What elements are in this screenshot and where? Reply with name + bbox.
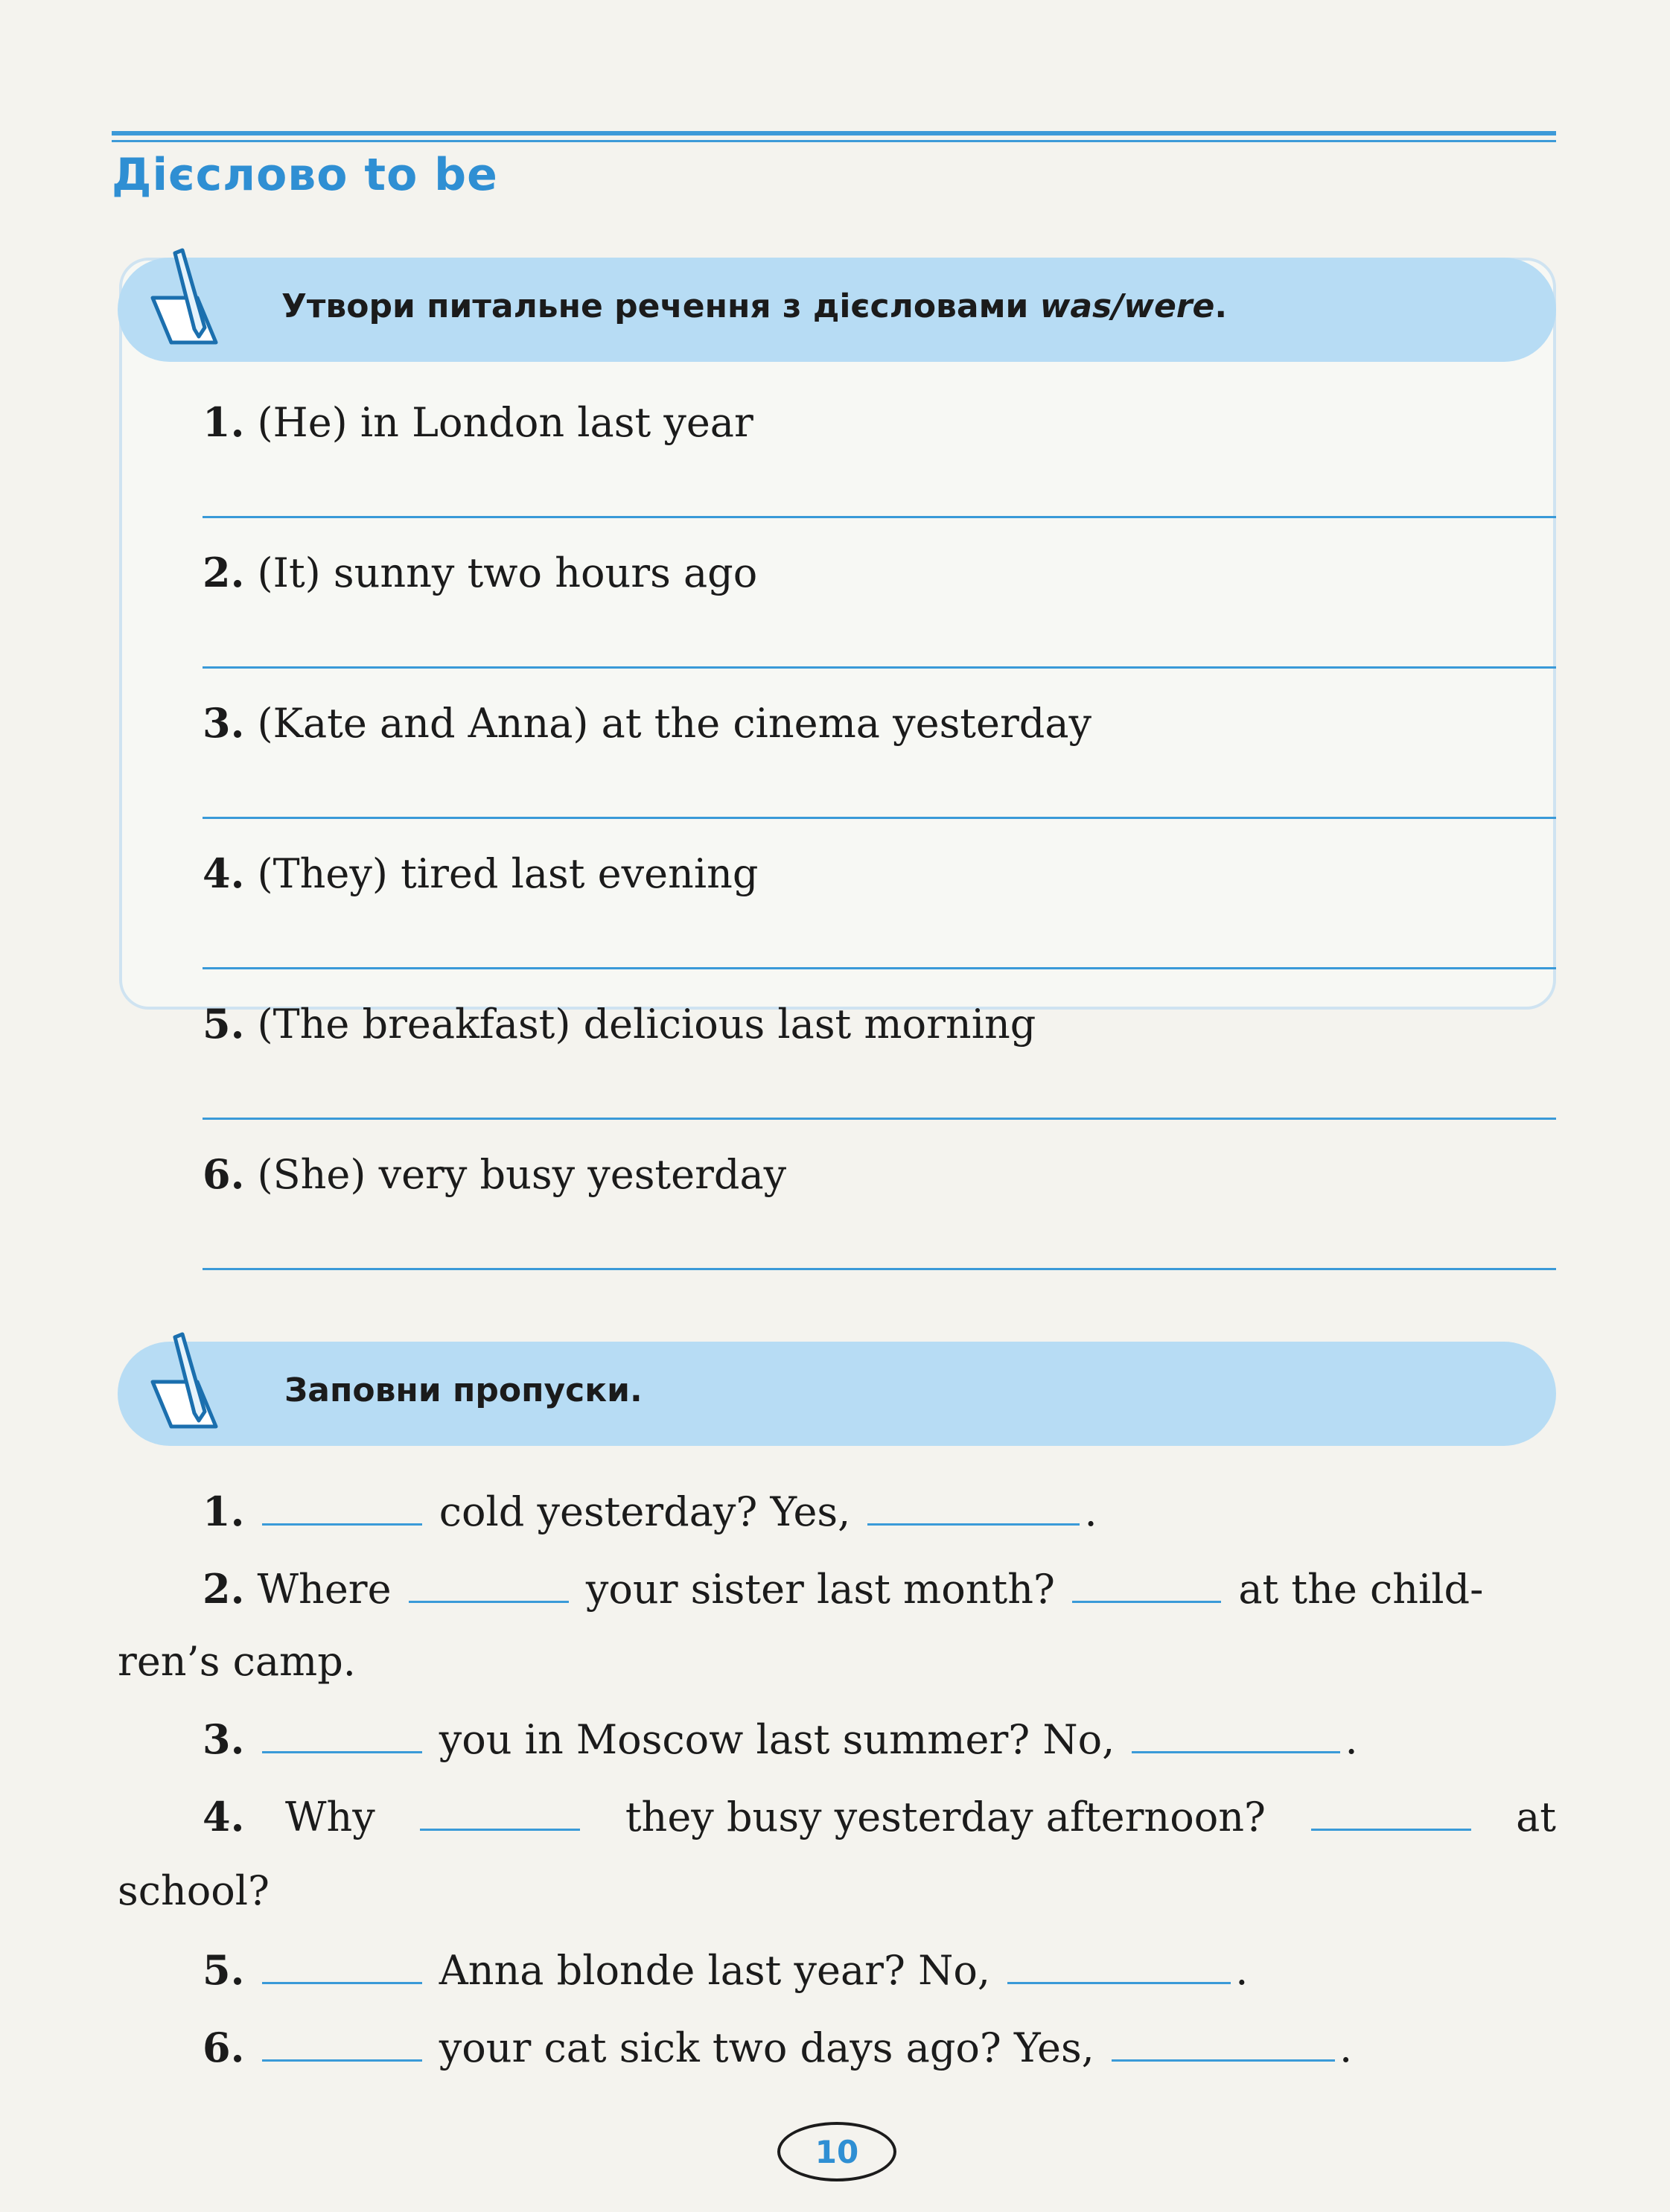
blank-field[interactable] <box>1007 1946 1231 1984</box>
answer-line[interactable] <box>203 516 1556 518</box>
answer-line[interactable] <box>203 967 1556 969</box>
answer-line[interactable] <box>203 1118 1556 1120</box>
exercise-1-instruction: Утвори питальне речення з дієсловами was/were. <box>281 287 1228 325</box>
exercise-1-item: 2. (It) sunny two hours ago <box>203 549 758 596</box>
fill-row-6: 6. your cat sick two days ago? Yes, . <box>203 2024 1353 2071</box>
blank-field[interactable] <box>420 1793 580 1831</box>
fill-row-5: 5. Anna blonde last year? No, . <box>203 1946 1249 1994</box>
blank-field[interactable] <box>262 1715 422 1753</box>
exercise-1-item: 5. (The breakfast) delicious last morning <box>203 1000 1036 1048</box>
blank-field[interactable] <box>1311 1793 1471 1831</box>
section-title: Дієслово to be <box>112 149 498 201</box>
exercise-1-item: 3. (Kate and Anna) at the cinema yesterday <box>203 699 1092 747</box>
pencil-icon <box>145 1330 227 1441</box>
blank-field[interactable] <box>1112 2024 1335 2062</box>
exercise-2-instruction: Заповни пропуски. <box>284 1371 643 1409</box>
blank-field[interactable] <box>867 1488 1080 1526</box>
fill-row-4: 4. Why they busy yesterday afternoon? at <box>203 1793 1556 1840</box>
fill-row-4-continued: school? <box>118 1867 270 1914</box>
pencil-icon <box>145 246 227 357</box>
exercise-1-item: 1. (He) in London last year <box>203 398 753 446</box>
blank-field[interactable] <box>1072 1565 1221 1603</box>
blank-field[interactable] <box>262 1946 422 1984</box>
answer-line[interactable] <box>203 1268 1556 1270</box>
blank-field[interactable] <box>1132 1715 1340 1753</box>
fill-row-2-continued: ren’s camp. <box>118 1638 356 1685</box>
exercise-1-item: 4. (They) tired last evening <box>203 850 759 897</box>
blank-field[interactable] <box>262 2024 422 2062</box>
blank-field[interactable] <box>262 1488 422 1526</box>
blank-field[interactable] <box>409 1565 569 1603</box>
fill-row-3: 3. you in Moscow last summer? No, . <box>203 1715 1358 1763</box>
answer-line[interactable] <box>203 666 1556 669</box>
fill-row-1: 1. cold yesterday? Yes, . <box>203 1488 1097 1535</box>
header-rule-thick <box>112 131 1556 136</box>
exercise-1-item: 6. (She) very busy yesterday <box>203 1150 787 1198</box>
page-number: 10 <box>777 2122 896 2181</box>
answer-line[interactable] <box>203 817 1556 819</box>
header-rule-thin <box>112 140 1556 142</box>
fill-row-2: 2. Where your sister last month? at the child- <box>203 1565 1484 1613</box>
